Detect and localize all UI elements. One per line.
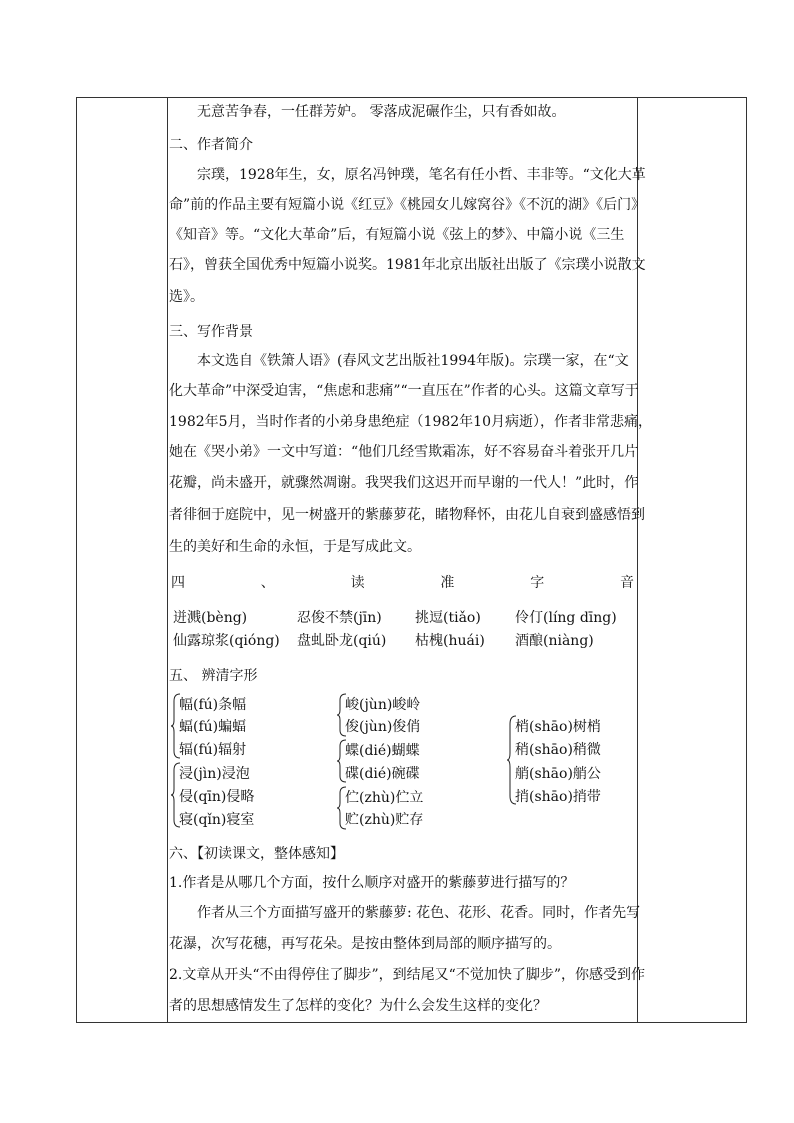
pinyin-item: 迸溅(bèng) <box>173 610 248 626</box>
answer-1-line: 作者从三个方面描写盛开的紫藤萝: 花色、花形、花香。同时，作者先写 <box>197 905 641 921</box>
section-title-reading: 六、【初读课文，整体感知】 <box>169 846 344 862</box>
pinyin-item: 枯槐(huái) <box>415 633 485 649</box>
background-text-line: 花瓣，尚未盛开，就骤然凋谢。我哭我们这迟开而早谢的一代人！”此时，作 <box>169 475 639 491</box>
background-text-line: 1982年5月，当时作者的小弟身患绝症（1982年10月病逝），作者非常悲痛， <box>169 414 652 430</box>
author-text-line: 选》。 <box>169 289 204 305</box>
glyph-entry: 贮(zhù)贮存 <box>345 812 424 828</box>
glyph-entry: 俊(jùn)俊俏 <box>345 719 421 735</box>
author-text-line: 命”前的作品主要有短篇小说《红豆》《桃园女儿嫁窝谷》《不沉的湖》《后门》 <box>169 197 646 213</box>
glyph-entry: 蝠(fú)蝙蝠 <box>179 719 247 735</box>
background-text-line: 她在《哭小弟》一文中写道：“他们几经雪欺霜冻，好不容易奋斗着张开几片 <box>169 444 639 460</box>
section-title-glyphs: 五、 辨清字形 <box>169 668 258 684</box>
poem-line: 无意苦争春，一任群芳妒。 零落成泥碾作尘，只有香如故。 <box>197 104 566 120</box>
title-char: 字 <box>530 575 545 591</box>
glyph-entry: 艄(shāo)艄公 <box>515 766 601 782</box>
author-text-line: 《知音》等。“文化大革命”后，有短篇小说《弦上的梦》、中篇小说《三生 <box>169 227 625 243</box>
glyph-entry: 寝(qǐn)寝室 <box>179 812 255 828</box>
pinyin-item: 忍俊不禁(jīn) <box>297 610 382 626</box>
pinyin-item: 伶仃(líng dīng) <box>515 610 617 626</box>
glyph-entry: 峻(jùn)峻岭 <box>345 697 421 713</box>
pinyin-item: 酒酿(niàng) <box>515 633 594 649</box>
title-char: 、 <box>260 575 275 591</box>
title-char: 四 <box>171 575 185 591</box>
question-2-line: 2.文章从开头“不由得停住了脚步”，到结尾又“不觉加快了脚步”，你感受到作 <box>169 967 645 983</box>
glyph-entry: 碟(dié)碗碟 <box>345 766 420 782</box>
glyph-entry: 捎(shāo)捎带 <box>515 789 601 805</box>
glyph-entry: 辐(fú)辐射 <box>179 742 247 758</box>
answer-1-line: 花瀑，次写花穗，再写花朵。是按由整体到局部的顺序描写的。 <box>169 936 561 952</box>
pinyin-item: 挑逗(tiǎo) <box>415 610 481 626</box>
table-column-divider-2 <box>637 97 638 1023</box>
section-title-pronunciation <box>171 572 634 592</box>
glyph-entry: 梢(shāo)树梢 <box>515 719 601 735</box>
table-column-divider-1 <box>167 97 168 1023</box>
glyph-entry: 幅(fú)条幅 <box>179 697 247 713</box>
glyph-entry: 侵(qīn)侵略 <box>179 789 255 805</box>
background-text-line: 生的美好和生命的永恒，于是写成此文。 <box>169 539 421 555</box>
title-char: 读 <box>350 575 365 591</box>
background-text-line: 者徘徊于庭院中，见一树盛开的紫藤萝花，睹物释怀，由花儿自衰到盛感悟到 <box>169 507 645 523</box>
section-title-background: 三、写作背景 <box>169 324 253 340</box>
background-text-line: 本文选自《铁箫人语》(春风文艺出版社1994年版)。宗璞一家，在“文 <box>197 353 629 369</box>
pinyin-item: 仙露琼浆(qióng) <box>173 633 280 649</box>
glyph-entry: 蝶(dié)蝴蝶 <box>345 743 420 759</box>
title-char: 音 <box>619 575 634 591</box>
title-char: 准 <box>440 575 455 591</box>
glyph-entry: 伫(zhù)伫立 <box>345 790 424 806</box>
glyph-entry: 稍(shāo)稍微 <box>515 742 601 758</box>
pinyin-item: 盘虬卧龙(qiú) <box>297 633 387 649</box>
author-text-line: 宗璞，1928年生，女，原名冯钟璞，笔名有任小哲、丰非等。“文化大革 <box>197 167 646 183</box>
section-title-author: 二、作者简介 <box>169 137 253 153</box>
author-text-line: 石》，曾获全国优秀中短篇小说奖。1981年北京出版社出版了《宗璞小说散文 <box>169 257 646 273</box>
question-1: 1.作者是从哪几个方面，按什么顺序对盛开的紫藤萝进行描写的？ <box>169 875 575 891</box>
background-text-line: 化大革命”中深受迫害，“焦虑和悲痛”“一直压在”作者的心头。这篇文章写于 <box>169 383 639 399</box>
glyph-entry: 浸(jìn)浸泡 <box>179 766 250 782</box>
question-2-line: 者的思想感情发生了怎样的变化？为什么会发生这样的变化？ <box>169 998 547 1014</box>
